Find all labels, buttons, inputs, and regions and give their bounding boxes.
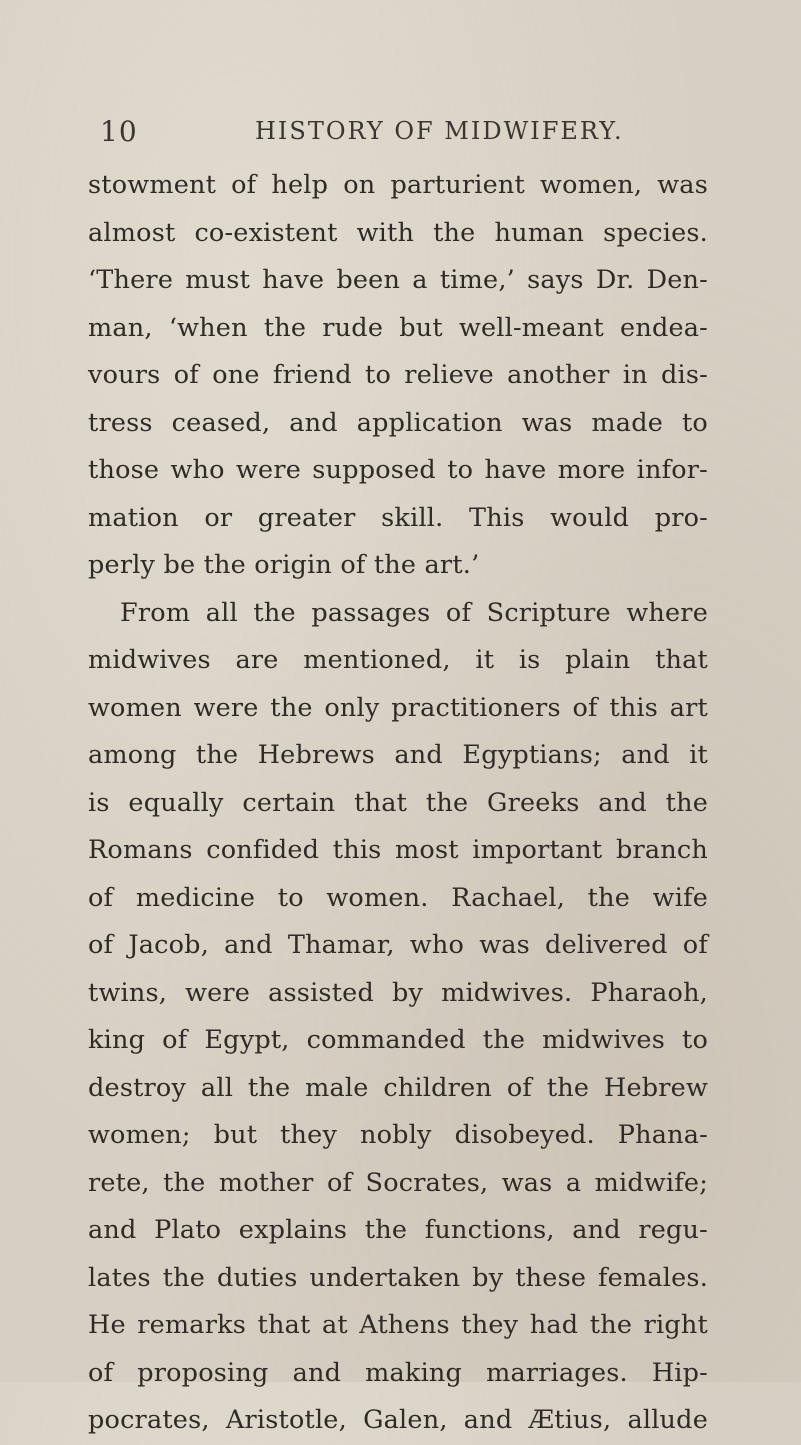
text-line: ‘There must have been a time,’ says Dr. Den-: [88, 265, 708, 295]
text-line: of proposing and making marriages. Hip-: [88, 1357, 708, 1388]
text-line: rete, the mother of Socrates, was a midwife;: [88, 1167, 708, 1198]
text-line: of medicine to women. Rachael, the wife: [88, 882, 708, 913]
paragraph-end-line: perly be the origin of the art.’: [88, 550, 480, 580]
text-line: pocrates, Aristotle, Galen, and Ætius, allude: [88, 1405, 708, 1435]
text-line: almost co-existent with the human species.: [88, 217, 708, 248]
text-line: destroy all the male children of the Hebrew: [88, 1072, 708, 1103]
text-line: those who were supposed to have more infor-: [88, 455, 708, 485]
text-line: stowment of help on parturient women, was: [88, 170, 708, 200]
text-line: women were the only practitioners of this art: [88, 692, 708, 723]
page-number: 10: [100, 115, 138, 148]
body-text: [88, 162, 708, 1445]
text-line: He remarks that at Athens they had the right: [88, 1310, 708, 1340]
text-line: man, ‘when the rude but well-meant endea-: [88, 312, 708, 343]
text-line: of Jacob, and Thamar, who was delivered of: [88, 930, 708, 960]
text-line: among the Hebrews and Egyptians; and it: [88, 740, 708, 770]
running-head: HISTORY OF MIDWIFERY.: [255, 117, 624, 145]
text-line: Romans confided this most important branch: [88, 835, 708, 865]
paragraph-start-line: From all the passages of Scripture where: [120, 597, 708, 628]
text-line: twins, were assisted by midwives. Pharaoh,: [88, 977, 708, 1008]
page-header: [100, 115, 740, 155]
text-line: lates the duties undertaken by these females.: [88, 1262, 708, 1293]
text-line: vours of one friend to relieve another in dis-: [88, 360, 708, 390]
text-line: king of Egypt, commanded the midwives to: [88, 1025, 708, 1055]
text-line: tress ceased, and application was made to: [88, 407, 708, 438]
text-line: and Plato explains the functions, and regu-: [88, 1215, 708, 1245]
text-line: midwives are mentioned, it is plain that: [88, 645, 708, 675]
text-line: is equally certain that the Greeks and the: [88, 787, 708, 818]
text-line: mation or greater skill. This would pro-: [88, 502, 708, 533]
text-line: women; but they nobly disobeyed. Phana-: [88, 1120, 708, 1150]
